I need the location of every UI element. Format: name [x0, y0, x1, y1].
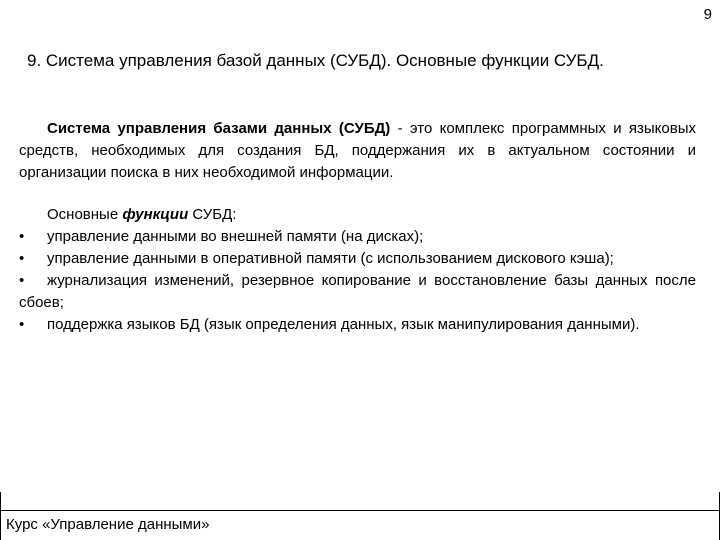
function-item [19, 314, 696, 336]
footer-divider [0, 510, 720, 511]
page-number: 9 [703, 6, 712, 23]
functions-intro-prefix: Основные [47, 206, 123, 223]
functions-intro [19, 204, 696, 226]
footer-course-title: Курс «Управление данными» [6, 516, 210, 533]
function-item [19, 248, 696, 270]
bullet-icon: • [19, 228, 25, 245]
definition-text: - это комплекс программных и языковых средств, необходимых для создания БД, поддержания их в актуальном состоянии и организации поиска в них необходимой информации. [19, 120, 697, 181]
definition-paragraph [19, 118, 696, 184]
function-item-text: поддержка языков БД (язык определения данных, язык манипулирования данными). [47, 316, 640, 333]
bullet-icon: • [19, 272, 25, 289]
functions-intro-suffix: СУБД: [188, 206, 237, 223]
slide-content [19, 118, 696, 336]
slide-title: 9. Система управления базой данных (СУБД). Основные функции СУБД. [27, 51, 604, 70]
function-item [19, 226, 696, 248]
function-item-text: управление данными во внешней памяти (на дисках); [47, 228, 424, 245]
function-item [19, 270, 696, 314]
function-item-text: управление данными в оперативной памяти (с использованием дискового кэша); [47, 250, 614, 267]
footer-left-divider [0, 492, 1, 540]
function-item-text: журнализация изменений, резервное копирование и восстановление базы данных после сбоев; [19, 272, 696, 311]
bullet-icon: • [19, 316, 25, 333]
definition-term: Система управления базами данных (СУБД) [47, 120, 391, 137]
bullet-icon: • [19, 250, 25, 267]
functions-emphasis: функции [122, 206, 189, 223]
